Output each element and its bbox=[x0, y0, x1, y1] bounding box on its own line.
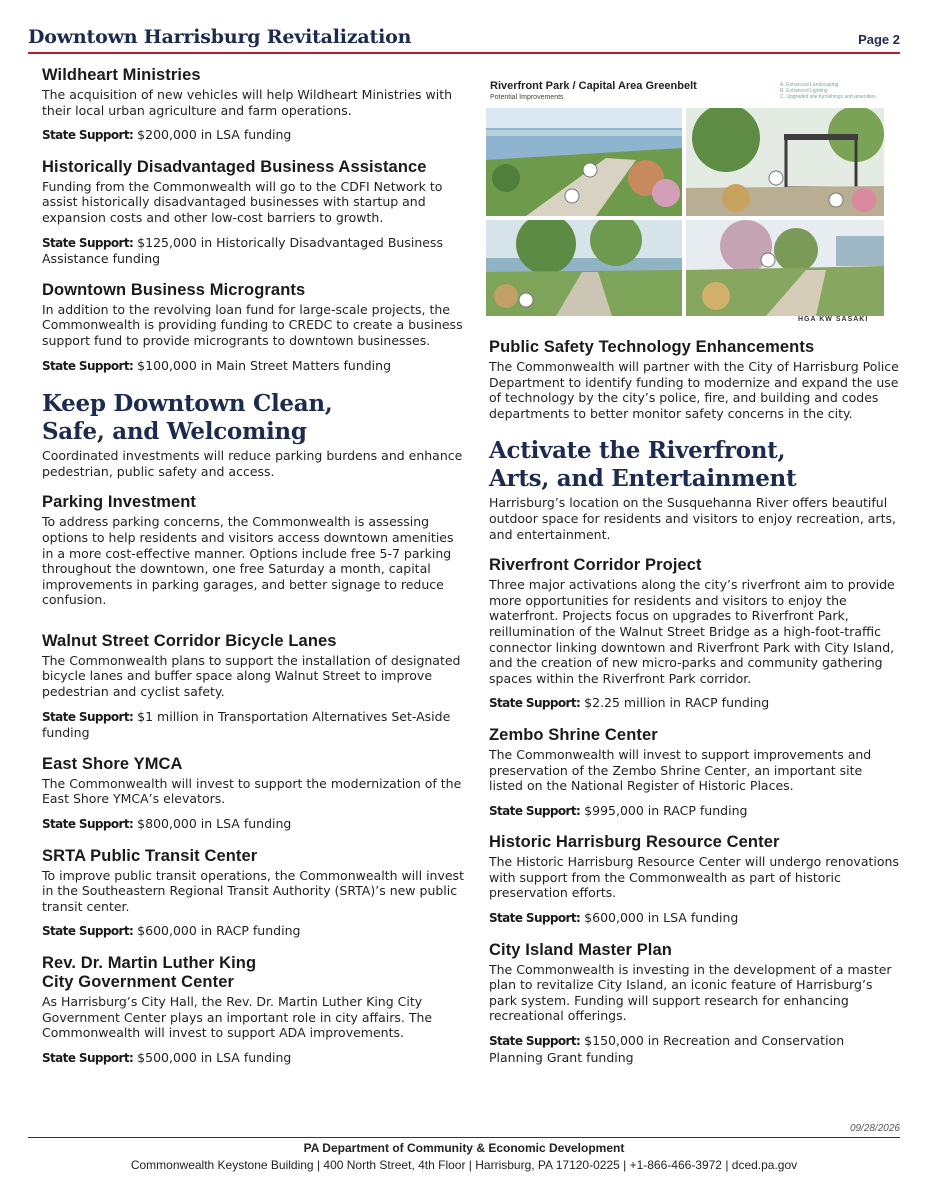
document-title: Downtown Harrisburg Revitalization bbox=[28, 26, 412, 48]
figure-legend-item: B. Enhanced Lighting bbox=[780, 88, 828, 94]
item-description: The Commonwealth plans to support the installation of designated bicycle lanes and buffer space along Walnut Street to improve pedestrian and cyclist safety. bbox=[42, 652, 461, 700]
item-title: Walnut Street Corridor Bicycle Lanes bbox=[42, 631, 337, 650]
state-support-value: $800,000 in LSA funding bbox=[133, 816, 292, 832]
item-description: The Commonwealth will partner with the City of Harrisburg Police Department to identify funding to modernize and expand the use of technology by the city’s police, fire, and building and codes departments to better monitor safety concerns in the city. bbox=[489, 359, 899, 421]
item-title: Parking Investment bbox=[42, 493, 197, 512]
item-description: Funding from the Commonwealth will go to the CDFI Network to assist historically disadvantaged businesses with startup and expansion costs and other low-cost barriers to growth. bbox=[42, 178, 443, 225]
state-support-label: State Support: bbox=[489, 911, 581, 926]
item-walnut-bike bbox=[42, 632, 466, 741]
right-column bbox=[489, 338, 899, 1079]
item-title: Zembo Shrine Center bbox=[489, 725, 658, 744]
item-description: The acquisition of new vehicles will help Wildheart Ministries with their local urban agriculture and farm operations. bbox=[42, 87, 453, 118]
rendering-panel-tree-path bbox=[486, 220, 682, 316]
state-support bbox=[42, 923, 466, 940]
state-support-label: State Support: bbox=[42, 358, 134, 373]
footer-address: Commonwealth Keystone Building | 400 North Street, 4th Floor | Harrisburg, PA 17120-0225 | +1-866-466-3972 | dced.pa.gov bbox=[130, 1158, 798, 1172]
item-description: The Commonwealth will invest to support the modernization of the East Shore YMCA’s elevators. bbox=[42, 775, 462, 807]
state-support-value: $600,000 in LSA funding bbox=[580, 910, 739, 926]
item-title-line2: City Government Center bbox=[42, 973, 234, 991]
rendering-panel-pavilion bbox=[686, 108, 884, 216]
section-riverfront-arts bbox=[489, 437, 899, 542]
state-support bbox=[489, 803, 899, 820]
header-divider bbox=[28, 52, 900, 54]
item-description: To improve public transit operations, the Commonwealth will invest in the Southeastern Regional Transit Authority (SRTA)’s new public transit center. bbox=[42, 867, 464, 914]
item-city-island bbox=[489, 941, 899, 1066]
section-intro: Harrisburg’s location on the Susquehanna River offers beautiful outdoor space for residents and visitors to enjoy recreation, arts, and entertainment. bbox=[489, 495, 896, 542]
section-intro: Coordinated investments will reduce parking burdens and enhance pedestrian, public safety and access. bbox=[42, 448, 463, 479]
section-clean-safe bbox=[42, 390, 466, 479]
state-support-value: $2.25 million in RACP funding bbox=[580, 695, 770, 711]
state-support-label: State Support: bbox=[42, 128, 134, 143]
state-support bbox=[42, 1050, 466, 1067]
state-support bbox=[489, 695, 899, 712]
section-heading-line1: Keep Downtown Clean, bbox=[42, 390, 333, 418]
item-description: Three major activations along the city’s riverfront aim to provide more opportunities for residents and visitors to enjoy the waterfront. Projects focus on upgrades to Riverfront Park, reillumination of the Walnut Street Bridge as a high-foot-traffic connector linking downtown and Riverfront Park with City Island, and the creation of new micro-parks and community gathering spaces within the Riverfront Park corridor. bbox=[489, 577, 895, 686]
riverfront-rendering-figure bbox=[480, 74, 890, 330]
item-title-line1: Rev. Dr. Martin Luther King bbox=[42, 954, 257, 972]
page-number: Page 2 bbox=[858, 32, 900, 47]
figure-legend bbox=[780, 82, 876, 100]
figure-legend-item: A. Enhanced Landscaping bbox=[780, 82, 839, 88]
item-description: The Commonwealth is investing in the development of a master plan to revitalize City Island, an iconic feature of Harrisburg’s park system. Funding will support research for enhancing recreational offerings. bbox=[489, 961, 892, 1024]
item-riverfront-corridor bbox=[489, 556, 899, 712]
item-title: Public Safety Technology Enhancements bbox=[489, 338, 815, 356]
section-heading-line2: Arts, and Entertainment bbox=[489, 465, 797, 493]
state-support bbox=[42, 709, 466, 741]
state-support-label: State Support: bbox=[42, 709, 134, 724]
item-title: Historic Harrisburg Resource Center bbox=[489, 833, 780, 852]
state-support-value: $995,000 in RACP funding bbox=[580, 802, 748, 818]
item-title: Riverfront Corridor Project bbox=[489, 556, 702, 575]
figure-legend-item: C. Upgraded site furnishings and amenities bbox=[780, 94, 876, 100]
item-zembo bbox=[489, 726, 899, 819]
item-title bbox=[42, 954, 466, 992]
state-support-label: State Support: bbox=[42, 1050, 134, 1065]
item-public-safety-tech bbox=[489, 338, 899, 421]
state-support-label: State Support: bbox=[489, 1034, 581, 1049]
item-title: Historically Disadvantaged Business Assistance bbox=[42, 157, 427, 176]
state-support bbox=[42, 127, 466, 144]
figure-title: Riverfront Park / Capital Area Greenbelt bbox=[490, 80, 697, 92]
state-support-value: $500,000 in LSA funding bbox=[133, 1049, 292, 1065]
footer-department: PA Department of Community & Economic Development bbox=[303, 1141, 625, 1155]
item-title: Downtown Business Microgrants bbox=[42, 280, 306, 299]
state-support-label: State Support: bbox=[489, 803, 581, 818]
state-support-value: $150,000 in Recreation and Conservation Planning Grant funding bbox=[489, 1033, 845, 1065]
section-heading-line1: Activate the Riverfront, bbox=[489, 437, 786, 465]
state-support-label: State Support: bbox=[42, 235, 134, 250]
state-support-label: State Support: bbox=[42, 817, 134, 832]
item-wildheart bbox=[42, 66, 466, 144]
section-heading-line2: Safe, and Welcoming bbox=[42, 418, 307, 446]
item-parking bbox=[42, 493, 466, 608]
item-description: The Commonwealth will invest to support improvements and preservation of the Zembo Shrine Center, an important site listed on the National Register of Historic Places. bbox=[489, 746, 872, 794]
item-microgrants bbox=[42, 281, 466, 374]
rendering-panel-garden bbox=[686, 220, 884, 316]
item-title: East Shore YMCA bbox=[42, 754, 183, 773]
state-support bbox=[489, 910, 899, 927]
item-mlk-center bbox=[42, 954, 466, 1066]
left-column bbox=[42, 66, 466, 1080]
item-hdba bbox=[42, 158, 466, 267]
document-date: 09/28/2026 bbox=[849, 1123, 900, 1134]
item-description: To address parking concerns, the Commonwealth is assessing options to help residents and visitors access downtown amenities in a more cost-effective manner. Options include free 5-7 parking throughout the downtown, one free Saturday a month, capital improvements in parking garages, and better signage to reduce confusion. bbox=[42, 514, 454, 608]
state-support-value: $600,000 in RACP funding bbox=[133, 923, 301, 939]
item-title: SRTA Public Transit Center bbox=[42, 846, 258, 865]
item-description: As Harrisburg’s City Hall, the Rev. Dr. Martin Luther King City Government Center plays an important role in city affairs. The Commonwealth will invest to support ADA improvements. bbox=[42, 994, 433, 1041]
figure-subtitle: Potential Improvements bbox=[490, 94, 564, 101]
rendering-panel-river-walk bbox=[486, 108, 682, 216]
item-ymca bbox=[42, 755, 466, 833]
state-support bbox=[42, 358, 466, 375]
item-description: In addition to the revolving loan fund for large-scale projects, the Commonwealth is providing funding to CREDC to create a business support fund to provide microgrants to downtown businesses. bbox=[42, 301, 463, 348]
state-support-value: $1 million in Transportation Alternatives Set-Aside funding bbox=[42, 708, 451, 741]
item-historic-resource bbox=[489, 833, 899, 926]
item-title: City Island Master Plan bbox=[489, 940, 672, 959]
item-title: Wildheart Ministries bbox=[42, 66, 201, 84]
state-support-value: $125,000 in Historically Disadvantaged Business Assistance funding bbox=[42, 234, 443, 267]
state-support-label: State Support: bbox=[42, 924, 134, 939]
state-support-value: $100,000 in Main Street Matters funding bbox=[133, 357, 392, 373]
state-support-value: $200,000 in LSA funding bbox=[133, 127, 292, 143]
section-heading bbox=[489, 437, 899, 493]
state-support bbox=[489, 1033, 899, 1065]
footer-divider bbox=[28, 1137, 900, 1138]
item-srta bbox=[42, 847, 466, 940]
state-support bbox=[42, 816, 466, 833]
state-support-label: State Support: bbox=[489, 696, 581, 711]
state-support bbox=[42, 235, 466, 267]
section-heading bbox=[42, 390, 466, 446]
item-description: The Historic Harrisburg Resource Center will undergo renovations with support from the Commonwealth as part of historic preservation efforts. bbox=[489, 854, 899, 901]
figure-logos: HGA KW SASAKI bbox=[798, 316, 869, 323]
